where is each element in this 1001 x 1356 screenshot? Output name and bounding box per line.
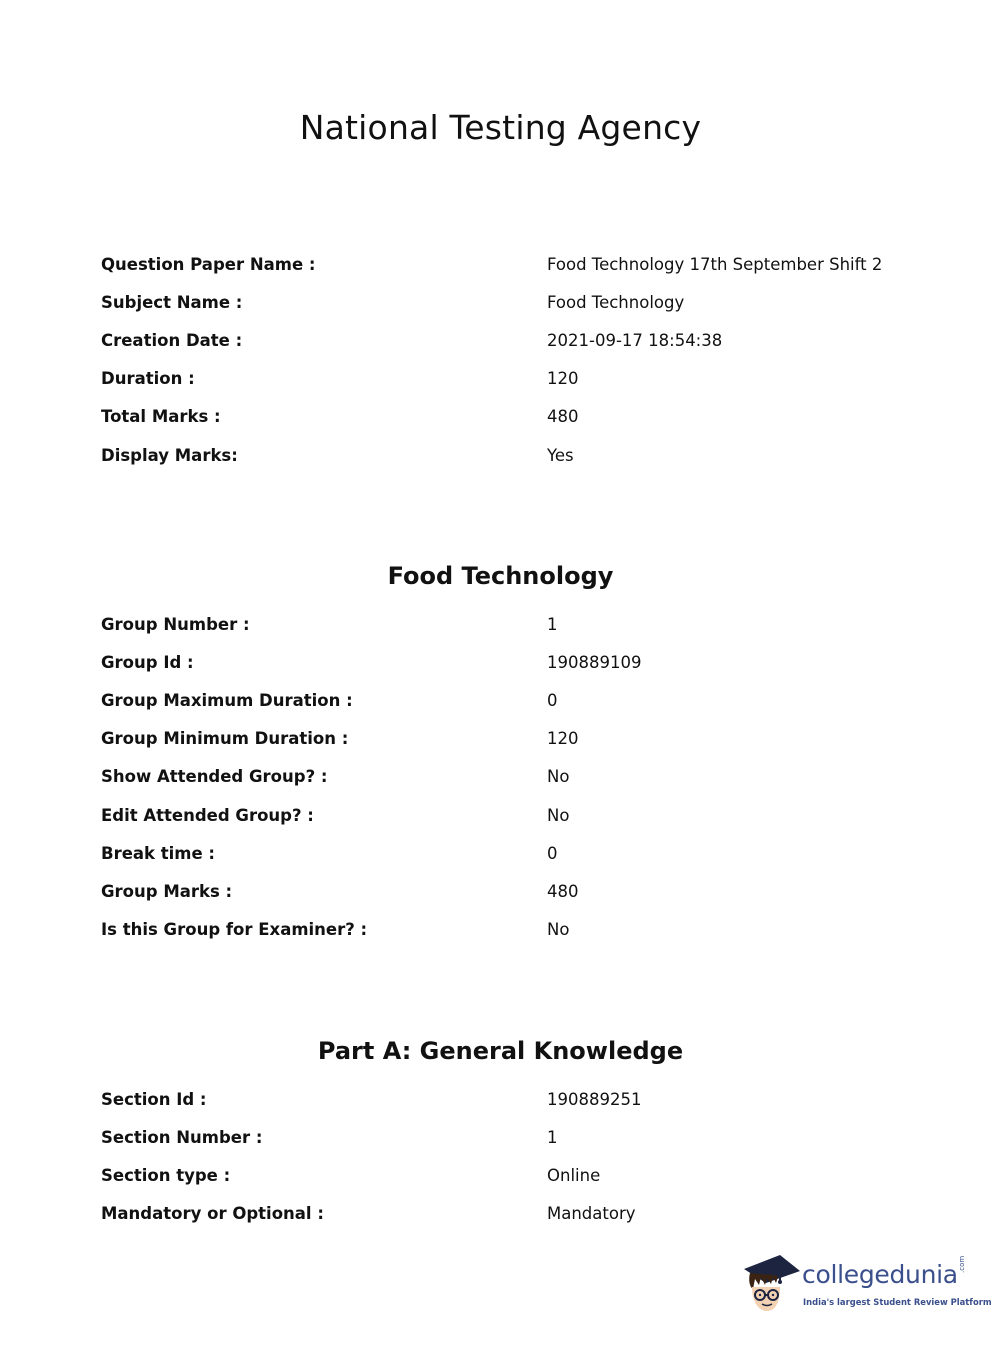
duration-row	[101, 360, 921, 398]
field-value: 190889109	[547, 652, 642, 672]
group-info-table	[101, 605, 921, 949]
field-value: 120	[547, 729, 579, 749]
group-max-duration-row	[101, 681, 921, 719]
field-label: Mandatory or Optional :	[101, 1204, 324, 1224]
logo-domain-suffix: .com	[958, 1255, 966, 1273]
paper-name-row	[101, 245, 921, 283]
field-label: Is this Group for Examiner? :	[101, 920, 368, 940]
field-value: 1	[547, 1127, 558, 1147]
field-label: Show Attended Group? :	[101, 767, 328, 787]
section-id-row	[101, 1080, 921, 1118]
field-label: Group Maximum Duration :	[101, 690, 353, 710]
field-value: 480	[547, 407, 579, 427]
paper-info-table	[101, 245, 921, 474]
page-title: National Testing Agency	[299, 108, 702, 147]
graduate-mascot-icon	[740, 1247, 802, 1317]
show-attended-group-row	[101, 758, 921, 796]
group-number-row	[101, 605, 921, 643]
field-label: Break time :	[101, 843, 216, 863]
field-value: 0	[547, 843, 558, 863]
logo-wordmark: collegedunia	[802, 1260, 958, 1289]
break-time-row	[101, 834, 921, 872]
field-value: 0	[547, 690, 558, 710]
subject-name-row	[101, 283, 921, 321]
field-value: Food Technology	[547, 292, 685, 312]
group-heading: Food Technology	[387, 562, 614, 590]
section-number-row	[101, 1118, 921, 1156]
collegedunia-logo	[740, 1247, 992, 1319]
field-label: Section Number :	[101, 1127, 263, 1147]
section-type-row	[101, 1156, 921, 1194]
group-for-examiner-row	[101, 911, 921, 949]
field-label: Group Id :	[101, 652, 194, 672]
field-label: Creation Date :	[101, 330, 243, 350]
group-id-row	[101, 643, 921, 681]
field-value: Yes	[547, 445, 574, 465]
field-label: Group Minimum Duration :	[101, 729, 349, 749]
total-marks-row	[101, 398, 921, 436]
field-label: Display Marks:	[101, 445, 238, 465]
field-value: No	[547, 920, 570, 940]
section-heading: Part A: General Knowledge	[317, 1037, 684, 1065]
display-marks-row	[101, 436, 921, 474]
mandatory-optional-row	[101, 1195, 921, 1233]
field-label: Edit Attended Group? :	[101, 805, 314, 825]
field-value: 480	[547, 881, 579, 901]
field-label: Subject Name :	[101, 292, 243, 312]
field-value: 1	[547, 614, 558, 634]
field-label: Group Marks :	[101, 881, 233, 901]
creation-date-row	[101, 321, 921, 359]
field-value: 190889251	[547, 1089, 642, 1109]
field-value: Food Technology 17th September Shift 2	[547, 254, 883, 274]
field-value: 120	[547, 369, 579, 389]
group-marks-row	[101, 872, 921, 910]
field-label: Group Number :	[101, 614, 250, 634]
field-value: 2021-09-17 18:54:38	[547, 330, 723, 350]
logo-tagline: India's largest Student Review Platform	[803, 1297, 992, 1307]
field-label: Duration :	[101, 369, 195, 389]
group-min-duration-row	[101, 720, 921, 758]
field-label: Section Id :	[101, 1089, 207, 1109]
field-value: Online	[547, 1165, 601, 1185]
field-label: Question Paper Name :	[101, 254, 316, 274]
field-label: Total Marks :	[101, 407, 221, 427]
field-value: No	[547, 767, 570, 787]
section-info-table	[101, 1080, 921, 1233]
field-value: Mandatory	[547, 1204, 636, 1224]
field-label: Section type :	[101, 1165, 231, 1185]
field-value: No	[547, 805, 570, 825]
edit-attended-group-row	[101, 796, 921, 834]
